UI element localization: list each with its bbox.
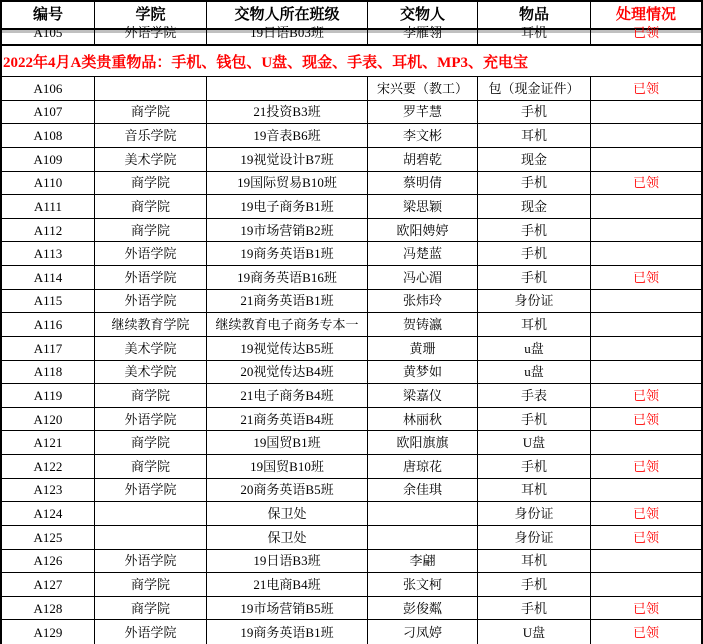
cell-class[interactable]: 19商务英语B1班: [207, 620, 368, 644]
cell-item[interactable]: 手机: [478, 408, 591, 431]
cell-college[interactable]: 美术学院: [95, 337, 207, 360]
cell-college[interactable]: 商学院: [95, 384, 207, 407]
cell-class[interactable]: 19视觉传达B5班: [207, 337, 368, 360]
cell-id[interactable]: A129: [2, 620, 95, 644]
cell-college[interactable]: 音乐学院: [95, 124, 207, 147]
cell-college[interactable]: 商学院: [95, 573, 207, 596]
cell-id[interactable]: A117: [2, 337, 95, 360]
cell-id[interactable]: A112: [2, 219, 95, 242]
cell-item[interactable]: U盘: [478, 431, 591, 454]
cell-college[interactable]: 外语学院: [95, 408, 207, 431]
cell-status[interactable]: 已领: [632, 458, 659, 474]
cell-class[interactable]: 19国贸B1班: [207, 431, 368, 454]
cell-status[interactable]: 已领: [632, 175, 659, 191]
table-row: [2, 242, 701, 266]
cell-item[interactable]: 手机: [478, 219, 591, 242]
cell-person[interactable]: 蔡明倩: [368, 172, 478, 195]
table-row: [2, 77, 701, 101]
table-row: [2, 526, 701, 550]
cell-class[interactable]: 21电子商务B4班: [207, 384, 368, 407]
table-row: [2, 195, 701, 219]
cell-class[interactable]: 19国贸B10班: [207, 455, 368, 478]
cell-item[interactable]: 手表: [478, 384, 591, 407]
header-cell-status[interactable]: 处理情况: [615, 6, 676, 23]
cell-id[interactable]: A110: [2, 172, 95, 195]
cell-item[interactable]: 耳机: [478, 20, 591, 44]
cell-person[interactable]: 罗芊慧: [368, 101, 478, 124]
header-cell-person[interactable]: 交物人: [368, 2, 478, 28]
cell-college[interactable]: 外语学院: [95, 20, 207, 44]
cell-person[interactable]: 贺铸瀛: [368, 313, 478, 336]
cell-status[interactable]: [591, 124, 701, 147]
cell-item[interactable]: 手机: [478, 172, 591, 195]
cell-item[interactable]: 包（现金证件）: [478, 77, 591, 100]
cell-college[interactable]: 商学院: [95, 195, 207, 218]
cell-class[interactable]: 19日语B3班: [207, 550, 368, 573]
table-row: [2, 361, 701, 385]
cell-id[interactable]: A124: [2, 502, 95, 525]
cell-class[interactable]: 保卫处: [207, 502, 368, 525]
cell-class[interactable]: [207, 77, 368, 100]
cell-class[interactable]: 21商务英语B1班: [207, 290, 368, 313]
cell-college[interactable]: [95, 77, 207, 100]
table-row: [2, 290, 701, 314]
header-cell-college[interactable]: 学院: [95, 2, 207, 28]
cell-class[interactable]: 19电子商务B1班: [207, 195, 368, 218]
cell-class[interactable]: 19音表B6班: [207, 124, 368, 147]
cell-item[interactable]: U盘: [478, 620, 591, 644]
table-row: [2, 573, 701, 597]
cell-status[interactable]: 已领: [632, 387, 659, 403]
cell-college[interactable]: 商学院: [95, 219, 207, 242]
table-body: [2, 77, 701, 644]
table-row: [2, 148, 701, 172]
table-row: [2, 124, 701, 148]
table-row: [2, 479, 701, 503]
cell-id[interactable]: A120: [2, 408, 95, 431]
cell-college[interactable]: 外语学院: [95, 550, 207, 573]
cell-status[interactable]: [591, 479, 701, 502]
cell-class[interactable]: 19商务英语B1班: [207, 242, 368, 265]
table-row: [2, 172, 701, 196]
cell-person[interactable]: 梁思颖: [368, 195, 478, 218]
cell-person[interactable]: 黄珊: [368, 337, 478, 360]
cell-class[interactable]: 21商务英语B4班: [207, 408, 368, 431]
cell-id[interactable]: A114: [2, 266, 95, 289]
table-row: [2, 431, 701, 455]
cell-item[interactable]: u盘: [478, 337, 591, 360]
cell-class[interactable]: 19视觉设计B7班: [207, 148, 368, 171]
cell-status[interactable]: [591, 337, 701, 360]
cell-status[interactable]: [591, 290, 701, 313]
cell-person[interactable]: 胡碧乾: [368, 148, 478, 171]
cell-status[interactable]: [591, 550, 701, 573]
cell-id[interactable]: A115: [2, 290, 95, 313]
cell-class[interactable]: 20视觉传达B4班: [207, 361, 368, 384]
cell-person[interactable]: 冯心湄: [368, 266, 478, 289]
cell-item[interactable]: 身份证: [478, 526, 591, 549]
cell-class[interactable]: 继续教育电子商务专本一: [207, 313, 368, 336]
cell-status[interactable]: [591, 195, 701, 218]
cell-college[interactable]: 外语学院: [95, 290, 207, 313]
header-cell-id[interactable]: 编号: [2, 2, 95, 28]
cell-status[interactable]: 已领: [632, 411, 659, 427]
cell-class[interactable]: 20商务英语B5班: [207, 479, 368, 502]
cell-person[interactable]: 张文柯: [368, 573, 478, 596]
cell-status[interactable]: [591, 431, 701, 454]
table-row: [2, 337, 701, 361]
cell-status[interactable]: [591, 148, 701, 171]
cell-item[interactable]: 耳机: [478, 124, 591, 147]
table-row: [2, 313, 701, 337]
cell-class[interactable]: 19国际贸易B10班: [207, 172, 368, 195]
cell-id[interactable]: A106: [2, 77, 95, 100]
cell-person[interactable]: [368, 502, 478, 525]
table-row: [2, 550, 701, 574]
category-banner-row[interactable]: [2, 46, 701, 77]
cell-person[interactable]: 彭俊粼: [368, 597, 478, 620]
cell-item[interactable]: u盘: [478, 361, 591, 384]
cell-status[interactable]: [591, 313, 701, 336]
cell-person[interactable]: 张炜玲: [368, 290, 478, 313]
cell-person[interactable]: 黄梦如: [368, 361, 478, 384]
cell-person[interactable]: 冯楚蓝: [368, 242, 478, 265]
cell-person[interactable]: 唐琼花: [368, 455, 478, 478]
cell-item[interactable]: 手机: [478, 266, 591, 289]
cell-person[interactable]: 宋兴要（教工）: [368, 77, 478, 100]
cell-id[interactable]: A119: [2, 384, 95, 407]
cell-id[interactable]: A107: [2, 101, 95, 124]
cell-college[interactable]: 外语学院: [95, 620, 207, 644]
cell-id[interactable]: A111: [2, 195, 95, 218]
cell-item[interactable]: 现金: [478, 148, 591, 171]
cell-id[interactable]: A118: [2, 361, 95, 384]
cell-college[interactable]: 商学院: [95, 455, 207, 478]
cell-status[interactable]: [591, 101, 701, 124]
cell-id[interactable]: A108: [2, 124, 95, 147]
cell-item[interactable]: 手机: [478, 101, 591, 124]
cell-college[interactable]: 外语学院: [95, 266, 207, 289]
cell-person[interactable]: 欧阳旗旗: [368, 431, 478, 454]
cell-person[interactable]: 林丽秋: [368, 408, 478, 431]
cell-person[interactable]: 欧阳娉婷: [368, 219, 478, 242]
cell-status[interactable]: 已领: [632, 80, 659, 96]
cell-person[interactable]: 李文彬: [368, 124, 478, 147]
cell-college[interactable]: [95, 526, 207, 549]
table-row-clipped: [2, 24, 701, 46]
table-row: [2, 219, 701, 243]
cell-status[interactable]: [591, 242, 701, 265]
cell-class[interactable]: 19市场营销B2班: [207, 219, 368, 242]
category-banner-text: 2022年4月A类贵重物品：手机、钱包、U盘、现金、手表、耳机、MP3、充电宝: [3, 54, 528, 71]
cell-id[interactable]: A121: [2, 431, 95, 454]
table-row: [2, 620, 701, 644]
cell-status[interactable]: 已领: [632, 529, 659, 545]
cell-person[interactable]: 李翩: [368, 550, 478, 573]
cell-college[interactable]: 商学院: [95, 101, 207, 124]
cell-item[interactable]: 现金: [478, 195, 591, 218]
cell-college[interactable]: 美术学院: [95, 361, 207, 384]
cell-id[interactable]: A116: [2, 313, 95, 336]
cell-class[interactable]: 21投资B3班: [207, 101, 368, 124]
cell-college[interactable]: 外语学院: [95, 242, 207, 265]
cell-item[interactable]: 身份证: [478, 290, 591, 313]
table-row: [2, 408, 701, 432]
cell-item[interactable]: 手机: [478, 242, 591, 265]
cell-college[interactable]: 商学院: [95, 597, 207, 620]
table-row: [2, 266, 701, 290]
cell-college[interactable]: [95, 502, 207, 525]
cell-id[interactable]: A109: [2, 148, 95, 171]
cell-id[interactable]: A123: [2, 479, 95, 502]
cell-item[interactable]: 身份证: [478, 502, 591, 525]
cell-status[interactable]: [591, 573, 701, 596]
cell-person[interactable]: 梁嘉仪: [368, 384, 478, 407]
cell-person[interactable]: [368, 526, 478, 549]
table-row: [2, 502, 701, 526]
cell-status[interactable]: 已领: [632, 269, 659, 285]
cell-class[interactable]: 19市场营销B5班: [207, 597, 368, 620]
cell-college[interactable]: 继续教育学院: [95, 313, 207, 336]
cell-person[interactable]: 李雁翎: [368, 20, 478, 44]
cell-status[interactable]: 已领: [632, 624, 659, 640]
cell-status[interactable]: [591, 361, 701, 384]
cell-college[interactable]: 美术学院: [95, 148, 207, 171]
cell-item[interactable]: 手机: [478, 573, 591, 596]
cell-person[interactable]: 刁凤婷: [368, 620, 478, 644]
cell-id[interactable]: A127: [2, 573, 95, 596]
cell-status[interactable]: 已领: [632, 600, 659, 616]
cell-class[interactable]: 保卫处: [207, 526, 368, 549]
table-row: [2, 384, 701, 408]
cell-college[interactable]: 外语学院: [95, 479, 207, 502]
cell-id[interactable]: A126: [2, 550, 95, 573]
cell-id[interactable]: A122: [2, 455, 95, 478]
cell-class[interactable]: 19日语B03班: [207, 20, 368, 44]
cell-college[interactable]: 商学院: [95, 431, 207, 454]
cell-person[interactable]: 余佳琪: [368, 479, 478, 502]
cell-status[interactable]: [591, 219, 701, 242]
cell-status[interactable]: 已领: [632, 506, 659, 522]
table-row: [2, 101, 701, 125]
table-row: [2, 455, 701, 479]
cell-college[interactable]: 商学院: [95, 172, 207, 195]
cell-id[interactable]: A105: [2, 20, 95, 44]
cell-id[interactable]: A128: [2, 597, 95, 620]
header-cell-class[interactable]: 交物人所在班级: [207, 2, 368, 28]
cell-status[interactable]: 已领: [632, 24, 659, 40]
cell-id[interactable]: A125: [2, 526, 95, 549]
cell-item[interactable]: 耳机: [478, 550, 591, 573]
cell-class[interactable]: 19商务英语B16班: [207, 266, 368, 289]
header-cell-item[interactable]: 物品: [478, 2, 591, 28]
cell-class[interactable]: 21电商B4班: [207, 573, 368, 596]
cell-item[interactable]: 耳机: [478, 313, 591, 336]
cell-item[interactable]: 手机: [478, 597, 591, 620]
cell-item[interactable]: 手机: [478, 455, 591, 478]
cell-id[interactable]: A113: [2, 242, 95, 265]
table-row: [2, 597, 701, 621]
cell-item[interactable]: 耳机: [478, 479, 591, 502]
